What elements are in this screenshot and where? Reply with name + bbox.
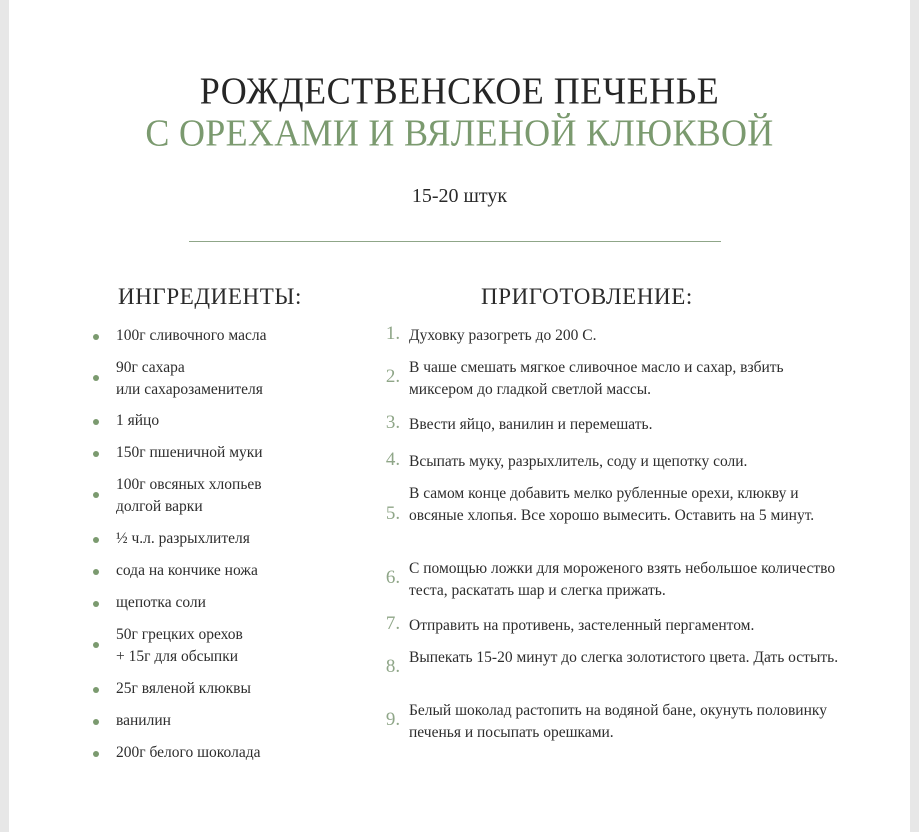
- list-item: 100г сливочного масла: [116, 327, 267, 344]
- step-text: Ввести яйцо, ванилин и перемешать.: [409, 416, 653, 433]
- step-number: 8.: [385, 656, 401, 677]
- list-item: 200г белого шоколада: [116, 744, 261, 761]
- divider: [189, 241, 721, 242]
- step-text: С помощью ложки для мороженого взять небольшое количество теста, раскатать шар и слегка прижать.: [409, 560, 836, 599]
- bullet-icon: [93, 569, 99, 575]
- bullet-icon: [93, 687, 99, 693]
- bullet-icon: [93, 419, 99, 425]
- recipe-subtitle: С ОРЕХАМИ И ВЯЛЕНОЙ КЛЮКВОЙ: [145, 112, 774, 154]
- step-text: Духовку разогреть до 200 С.: [409, 327, 597, 344]
- list-item: ванилин: [116, 712, 171, 729]
- ingredients-heading: ИНГРЕДИЕНТЫ:: [118, 284, 303, 309]
- step-number: 2.: [385, 366, 401, 387]
- list-item: 90г сахара или сахарозаменителя: [116, 359, 263, 398]
- list-item: щепотка соли: [116, 594, 206, 611]
- step-text: Белый шоколад растопить на водяной бане, окунуть половинку печенья и посыпать орешками.: [409, 702, 827, 741]
- bullet-icon: [93, 601, 99, 607]
- step-text: В чаше смешать мягкое сливочное масло и сахар, взбить миксером до гладкой светлой массы.: [409, 359, 784, 398]
- step-number: 3.: [385, 412, 401, 433]
- bullet-icon: [93, 334, 99, 340]
- step-number: 5.: [385, 503, 401, 524]
- list-item: 50г грецких орехов + 15г для обсыпки: [116, 626, 243, 665]
- step-text: Всыпать муку, разрыхлитель, соду и щепотку соли.: [409, 453, 748, 470]
- bullet-icon: [93, 451, 99, 457]
- list-item: 100г овсяных хлопьев долгой варки: [116, 476, 262, 515]
- step-number: 9.: [385, 709, 401, 730]
- step-number: 7.: [385, 613, 401, 634]
- step-number: 4.: [385, 449, 401, 470]
- step-number: 1.: [385, 323, 401, 344]
- bullet-icon: [93, 642, 99, 648]
- recipe-title: РОЖДЕСТВЕНСКОЕ ПЕЧЕНЬЕ: [199, 70, 720, 112]
- step-number: 6.: [385, 567, 401, 588]
- list-item: сода на кончике ножа: [116, 562, 258, 579]
- bullet-icon: [93, 492, 99, 498]
- list-item: 25г вяленой клюквы: [116, 680, 251, 697]
- bullet-icon: [93, 719, 99, 725]
- preparation-heading: ПРИГОТОВЛЕНИЕ:: [481, 284, 693, 309]
- servings-count: 15-20 штук: [411, 185, 508, 207]
- bullet-icon: [93, 751, 99, 757]
- step-text: В самом конце добавить мелко рубленные орехи, клюкву и овсяные хлопья. Все хорошо вымесить. Оставить на 5 минут.: [409, 485, 815, 524]
- bullet-icon: [93, 375, 99, 381]
- step-text: Выпекать 15-20 минут до слегка золотистого цвета. Дать остыть.: [409, 649, 839, 666]
- list-item: 1 яйцо: [116, 412, 160, 429]
- list-item: ½ ч.л. разрыхлителя: [116, 530, 250, 547]
- bullet-icon: [93, 537, 99, 543]
- step-text: Отправить на противень, застеленный пергаментом.: [409, 617, 755, 634]
- list-item: 150г пшеничной муки: [116, 444, 263, 461]
